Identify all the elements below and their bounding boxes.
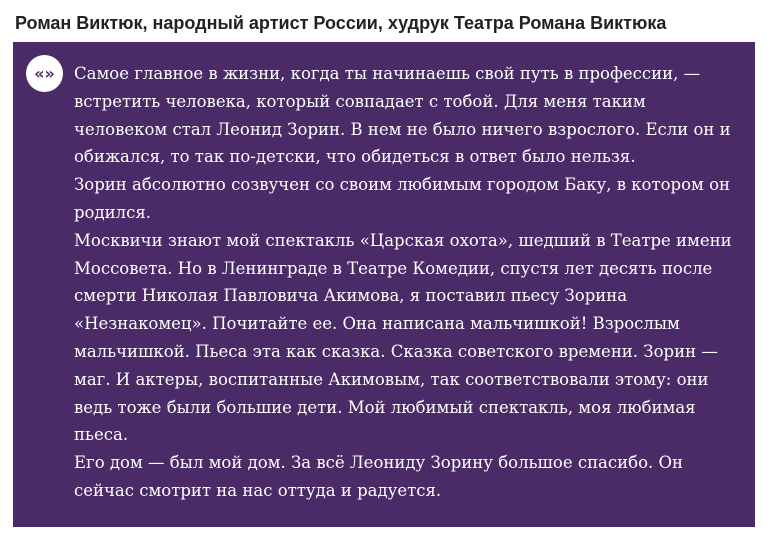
quote-paragraph-1: Самое главное в жизни, когда ты начинаешь свой путь в профессии, — встретить человека, который совпадает с тобой. Для меня таким человеком стал Леонид Зорин. В нем не было ничего взрослого. Если он и обижался, то так по-детски, что обидеться в ответ было нельзя. [74,64,731,167]
quote-icon: «» [26,55,63,92]
quote-block [13,42,755,527]
quote-paragraph-4: Его дом — был мой дом. За всё Леониду Зорину большое спасибо. Он сейчас смотрит на нас оттуда и радуется. [74,453,684,500]
quote-author-heading: Роман Виктюк, народный артист России, худрук Театра Романа Виктюка [15,13,667,33]
quote-paragraph-2: Зорин абсолютно созвучен со своим любимым городом Баку, в котором он родился. [74,175,731,222]
quote-text [74,60,742,505]
quote-paragraph-3: Москвичи знают мой спектакль «Царская охота», шедший в Театре имени Моссовета. Но в Ленинграде в Театре Комедии, спустя лет десять после смерти Николая Павловича Акимова, я поставил пьесу Зорина «Незнакомец». Почитайте ее. Она написана мальчишкой! Взрослым мальчишкой. Пьеса эта как сказка. Сказка советского времени. Зорин — маг. И актеры, воспитанные Акимовым, так соответствовали этому: они ведь тоже были большие дети. Мой любимый спектакль, моя любимая пьеса. [74,230,732,445]
